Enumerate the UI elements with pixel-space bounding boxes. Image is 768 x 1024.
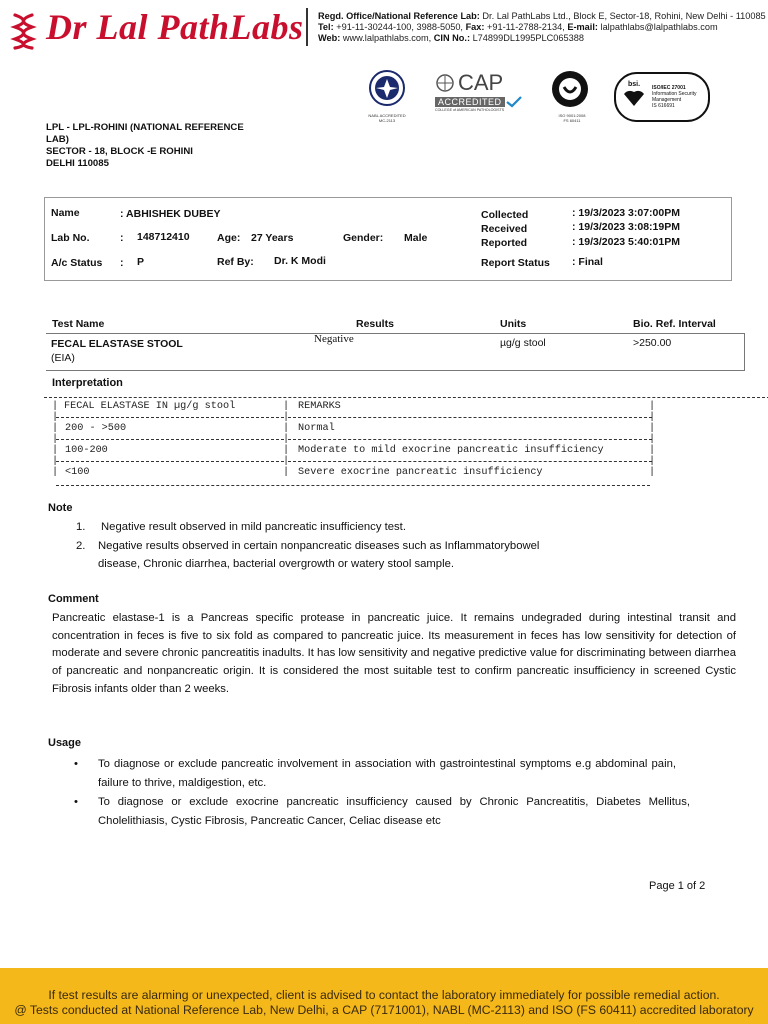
lab-address-line1: LPL - LPL-ROHINI (NATIONAL REFERENCE xyxy=(46,122,244,133)
cap-accredited: ACCREDITED xyxy=(435,97,505,107)
table-border: | xyxy=(52,456,59,467)
ac-status-colon: : xyxy=(120,257,124,269)
note-item-1-text: Negative result observed in mild pancreatic insufficiency test. xyxy=(101,521,406,533)
header-contact-info xyxy=(318,11,766,44)
interp-top-rule xyxy=(44,397,768,398)
ac-status-label: A/c Status xyxy=(51,257,103,269)
tel-label: Tel: xyxy=(318,22,334,32)
cap-badge xyxy=(435,70,531,112)
age-label: Age: xyxy=(217,232,241,244)
row-rule xyxy=(56,485,650,486)
bullet-icon: • xyxy=(74,796,78,808)
table-border: | xyxy=(283,423,290,434)
table-border: | xyxy=(283,412,290,423)
result-value: Negative xyxy=(314,333,354,345)
age-value: 27 Years xyxy=(251,232,294,244)
table-border: | xyxy=(649,467,656,478)
iso-code: FS 60411 xyxy=(563,118,581,123)
iso-seal-icon xyxy=(550,70,590,108)
tel-value: +91-11-30244-100, 3988-5050, xyxy=(336,22,463,32)
usage-title: Usage xyxy=(48,737,82,749)
table-border: | xyxy=(283,445,290,456)
bsi-iso: ISO/IEC 27001 xyxy=(652,85,686,91)
interp-row-range: <100 xyxy=(65,467,90,478)
bullet-icon: • xyxy=(74,758,78,770)
lab-address-line2: LAB) xyxy=(46,134,69,145)
cin-value: L74899DL1995PLC065388 xyxy=(472,33,584,43)
iso-badge xyxy=(550,70,594,123)
bsi-sub: Information Security Management xyxy=(652,91,697,103)
interp-header-left: FECAL ELASTASE IN µg/g stool xyxy=(64,401,236,412)
table-border: | xyxy=(52,412,59,423)
result-ref-interval: >250.00 xyxy=(633,337,672,349)
dna-logo-icon xyxy=(10,12,38,50)
col-results: Results xyxy=(356,318,394,330)
office-label: Regd. Office/National Reference Lab: xyxy=(318,11,480,21)
lab-no-label: Lab No. xyxy=(51,232,90,244)
note-item-2-num: 2. xyxy=(76,540,86,552)
report-status-label: Report Status xyxy=(481,257,550,269)
table-border: | xyxy=(649,434,656,445)
table-border: | xyxy=(52,434,59,445)
reported-label: Reported xyxy=(481,237,528,249)
brand-logo-text: Dr Lal PathLabs xyxy=(46,7,304,47)
cin-label: CIN No.: xyxy=(433,33,470,43)
row-rule xyxy=(56,417,284,418)
table-border: | xyxy=(283,434,290,445)
web-label: Web: xyxy=(318,33,341,43)
checkmark-icon xyxy=(505,96,523,108)
table-border: | xyxy=(52,445,59,456)
interp-row-remark: Normal xyxy=(298,423,335,434)
footer-line-1: If test results are alarming or unexpected, client is advised to contact the laboratory immediately for possible remedial action. xyxy=(48,988,720,1002)
col-test-name: Test Name xyxy=(52,318,105,330)
usage-item-2: To diagnose or exclude exocrine pancreatic insufficiency caused by Chronic Pancreatitis, Diabetes Mellitus, Cholelithiasis, Cystic Fibrosis, Pancreatic Cancer, Celiac disease etc xyxy=(98,796,690,827)
note-title: Note xyxy=(48,502,73,514)
footer-line-2: @ Tests conducted at National Reference Lab, New Delhi, a CAP (7171001), NABL (MC-2113) and ISO (FS 60411) accredited laboratory xyxy=(14,1003,754,1017)
bsi-badge xyxy=(614,72,710,122)
office-address: Dr. Lal PathLabs Ltd., Block E, Sector-18, Rohini, New Delhi - 110085 xyxy=(482,11,766,21)
interp-row-remark: Severe exocrine pancreatic insufficiency xyxy=(298,467,543,478)
test-method: (EIA) xyxy=(51,352,75,364)
row-rule xyxy=(56,461,284,462)
ac-status-value: P xyxy=(137,256,145,268)
table-border: | xyxy=(52,423,59,434)
table-border: | xyxy=(52,401,59,412)
gender-label: Gender: xyxy=(343,232,384,244)
fax-label: Fax: xyxy=(465,22,485,32)
interpretation-table xyxy=(48,399,658,489)
table-border: | xyxy=(649,412,656,423)
table-border: | xyxy=(283,401,290,412)
note-item-2-text-cont: disease, Chronic diarrhea, bacterial overgrowth or watery stool sample. xyxy=(98,558,455,570)
ref-by-value: Dr. K Modi xyxy=(274,255,326,267)
gender-value: Male xyxy=(404,232,428,244)
header-divider xyxy=(306,8,308,46)
cap-icon xyxy=(435,73,455,93)
footer-banner xyxy=(0,968,768,1024)
fax-value: +91-11-2788-2134, xyxy=(487,22,565,32)
table-border: | xyxy=(649,423,656,434)
iso-label: ISO 9001:2008 xyxy=(558,113,586,118)
email-label: E-mail: xyxy=(567,22,598,32)
patient-name: : ABHISHEK DUBEY xyxy=(120,208,221,220)
col-ref-interval: Bio. Ref. Interval xyxy=(633,318,716,330)
lab-address xyxy=(46,122,266,170)
lab-no-value: 148712410 xyxy=(137,231,190,243)
interp-row-range: 100-200 xyxy=(65,445,108,456)
bsi-label: bsi. xyxy=(627,81,641,88)
test-name: FECAL ELASTASE STOOL xyxy=(51,338,183,350)
row-rule xyxy=(288,461,652,462)
lab-no-colon: : xyxy=(120,232,124,244)
interp-row-remark: Moderate to mild exocrine pancreatic insufficiency xyxy=(298,445,604,456)
bsi-code: IS 616691 xyxy=(652,103,675,109)
table-border: | xyxy=(283,467,290,478)
table-border: | xyxy=(52,467,59,478)
row-rule xyxy=(288,417,652,418)
page-number: Page 1 of 2 xyxy=(649,880,706,892)
email-value[interactable]: lalpathlabs@lalpathlabs.com xyxy=(600,22,718,32)
nabl-code: MC-2113 xyxy=(378,118,396,123)
col-units: Units xyxy=(500,318,527,330)
table-border: | xyxy=(649,401,656,412)
nabl-label: NABL ACCREDITED xyxy=(368,113,406,118)
table-border: | xyxy=(649,456,656,467)
comment-text: Pancreatic elastase-1 is a Pancreas specific protease in pancreatic juice. It remains undegraded during intestinal transit and concentration in feces is five to six fold as compared to pancreatic juice. Its measurement in feces has low sensitivity for detection of moderate and severe chronic pancreatitis inadults. It has low sensitivity and negative predictive value for discriminating between diarrhea of pancreatic and nonpancreatic origin. It is considered the most suitable test to confirm pancreatic insufficiency in screened Cystic Fibrosis infants older than 2 weeks. xyxy=(52,612,736,695)
interp-row-range: 200 - >500 xyxy=(65,423,127,434)
kitemark-icon xyxy=(622,88,646,108)
reported-value: : 19/3/2023 5:40:01PM xyxy=(572,236,680,248)
row-rule xyxy=(56,439,284,440)
interpretation-title: Interpretation xyxy=(52,377,123,389)
note-item-1-num: 1. xyxy=(76,521,86,533)
web-value[interactable]: www.lalpathlabs.com, xyxy=(342,33,432,43)
table-border: | xyxy=(649,445,656,456)
lab-address-line4: DELHI 110085 xyxy=(46,158,109,169)
received-label: Received xyxy=(481,223,528,235)
collected-value: : 19/3/2023 3:07:00PM xyxy=(572,207,680,219)
comment-title: Comment xyxy=(48,593,99,605)
table-border: | xyxy=(283,456,290,467)
note-item-2-text: Negative results observed in certain nonpancreatic diseases such as Inflammatorybowel xyxy=(98,540,540,552)
report-status-value: : Final xyxy=(572,256,603,268)
name-label: Name xyxy=(51,207,80,219)
cap-title: CAP xyxy=(458,70,504,95)
lab-address-line3: SECTOR - 18, BLOCK -E ROHINI xyxy=(46,146,193,157)
interp-header-right: REMARKS xyxy=(298,401,341,412)
result-units: µg/g stool xyxy=(500,337,546,349)
received-value: : 19/3/2023 3:08:19PM xyxy=(572,221,680,233)
nabl-seal-icon xyxy=(362,68,412,108)
cap-college: COLLEGE of AMERICAN PATHOLOGISTS xyxy=(435,108,505,112)
nabl-badge xyxy=(362,68,412,124)
row-rule xyxy=(288,439,652,440)
collected-label: Collected xyxy=(481,209,529,221)
ref-by-label: Ref By: xyxy=(217,256,254,268)
usage-item-1: To diagnose or exclude pancreatic involvement in association with gastrointestinal symptoms e.g abdominal pain, failure to thrive, maldigestion, etc. xyxy=(98,758,676,789)
